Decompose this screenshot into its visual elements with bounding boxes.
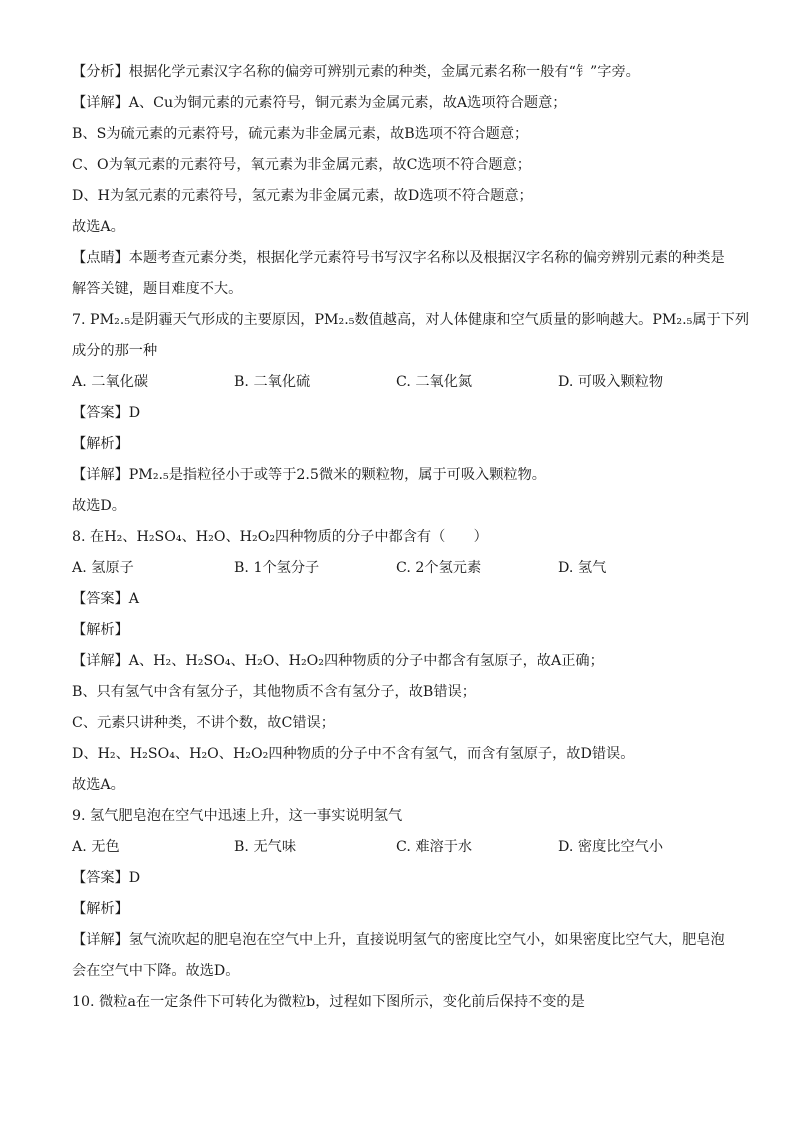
q9-stem: 9. 氢气肥皂泡在空气中迅速上升，这一事实说明氢气 — [72, 808, 403, 824]
q8-answer: 【答案】A — [72, 591, 139, 607]
q7-answer: 【答案】D — [72, 405, 141, 421]
q9-detail-line-2: 会在空气中下降。故选D。 — [72, 963, 240, 979]
q8-detail-d: D、H₂、H₂SO₄、H₂O、H₂O₂四种物质的分子中不含有氢气，而含有氢原子，故D错误。 — [72, 746, 635, 762]
q9-options — [72, 837, 714, 857]
detail-line-c: C、O为氧元素的元素符号，氧元素为非金属元素，故C选项不符合题意； — [72, 157, 531, 173]
q8-detail-a: 【详解】A、H₂、H₂SO₄、H₂O、H₂O₂四种物质的分子中都含有氢原子，故A正确； — [72, 653, 604, 669]
q7-detail: 【详解】PM₂.₅是指粒径小于或等于2.5微米的颗粒物，属于可吸入颗粒物。 — [72, 467, 546, 483]
q8-options — [72, 558, 714, 578]
q8-option-b: B. 1个氢分子 — [234, 560, 320, 576]
q7-stem-line-1: 7. PM₂.₅是阴霾天气形成的主要原因，PM₂.₅数值越高，对人体健康和空气质量的影响越大。PM₂.₅属于下列 — [72, 312, 750, 328]
detail-line-a: 【详解】A、Cu为铜元素的元素符号，铜元素为金属元素，故A选项符合题意； — [72, 95, 567, 111]
q8-stem: 8. 在H₂、H₂SO₄、H₂O、H₂O₂四种物质的分子中都含有（ ） — [72, 529, 488, 545]
analysis-paragraph: 【分析】根据化学元素汉字名称的偏旁可辨别元素的种类，金属元素名称一般有“钅”字旁。 — [72, 64, 640, 80]
q9-answer: 【答案】D — [72, 870, 141, 886]
q8-option-a: A. 氢原子 — [72, 560, 134, 576]
q7-option-b: B. 二氧化硫 — [234, 374, 311, 390]
q8-option-d: D. 氢气 — [558, 560, 607, 576]
conclusion-line: 故选A。 — [72, 219, 125, 235]
detail-line-d: D、H为氢元素的元素符号，氢元素为非金属元素，故D选项不符合题意； — [72, 188, 533, 204]
q7-conclusion: 故选D。 — [72, 498, 126, 514]
comment-line-1: 【点睛】本题考查元素分类，根据化学元素符号书写汉字名称以及根据汉字名称的偏旁辨别元素的种类是 — [72, 250, 725, 266]
q7-option-a: A. 二氧化碳 — [72, 374, 149, 390]
q7-analysis-label: 【解析】 — [72, 436, 129, 452]
q9-option-d: D. 密度比空气小 — [558, 839, 664, 855]
q9-detail-line-1: 【详解】氢气流吹起的肥皂泡在空气中上升，直接说明氢气的密度比空气小，如果密度比空气大，肥皂泡 — [72, 932, 725, 948]
q10-stem: 10. 微粒a在一定条件下可转化为微粒b，过程如下图所示，变化前后保持不变的是 — [72, 994, 585, 1010]
q8-detail-b: B、只有氢气中含有氢分子，其他物质不含有氢分子，故B错误； — [72, 684, 476, 700]
detail-line-b: B、S为硫元素的元素符号，硫元素为非金属元素，故B选项不符合题意； — [72, 126, 529, 142]
q7-stem-line-2: 成分的那一种 — [72, 343, 158, 359]
q8-analysis-label: 【解析】 — [72, 622, 129, 638]
q7-option-c: C. 二氧化氮 — [396, 374, 473, 390]
q8-conclusion: 故选A。 — [72, 777, 125, 793]
q7-option-d: D. 可吸入颗粒物 — [558, 374, 664, 390]
q8-option-c: C. 2个氢元素 — [396, 560, 482, 576]
comment-line-2: 解答关键，题目难度不大。 — [72, 281, 243, 297]
q9-option-a: A. 无色 — [72, 839, 120, 855]
q9-option-c: C. 难溶于水 — [396, 839, 473, 855]
q8-detail-c: C、元素只讲种类，不讲个数，故C错误； — [72, 715, 335, 731]
q9-analysis-label: 【解析】 — [72, 901, 129, 917]
q7-options — [72, 372, 714, 392]
q9-option-b: B. 无气味 — [234, 839, 297, 855]
